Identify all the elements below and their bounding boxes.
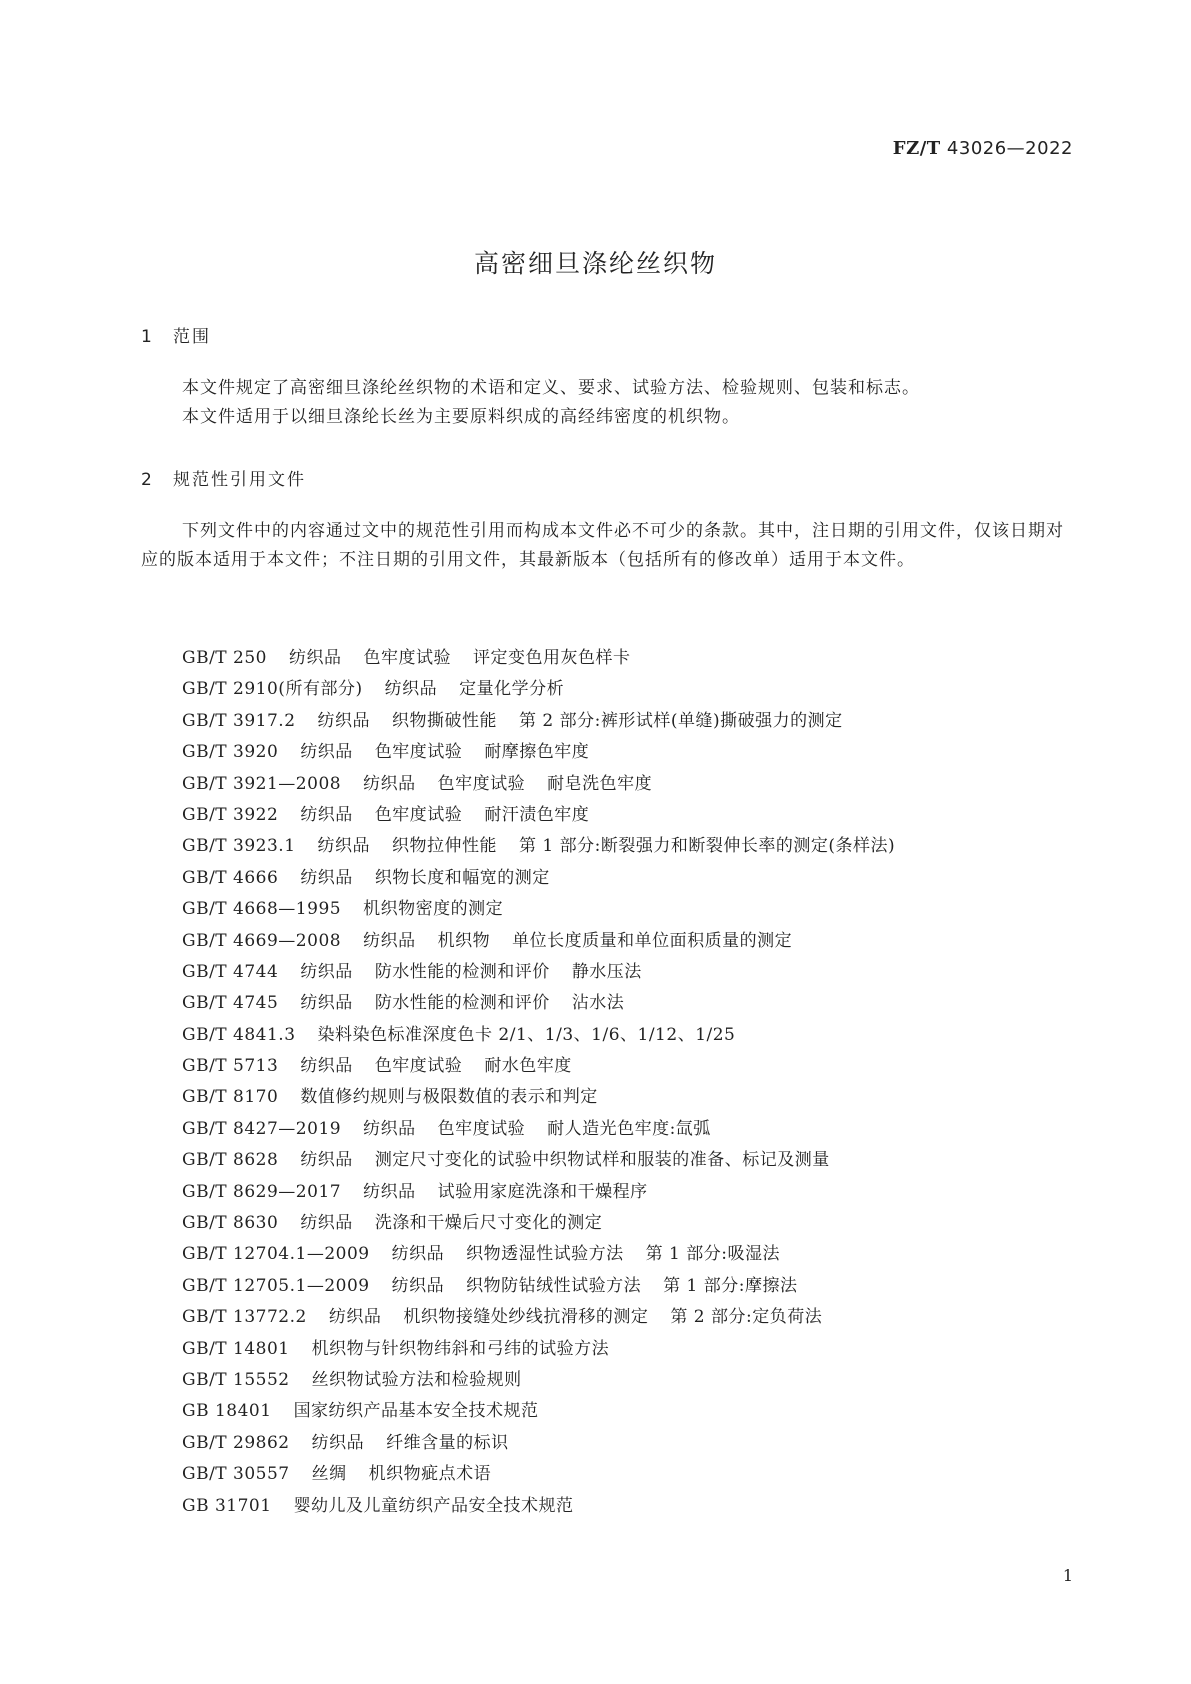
- reference-title-part: 机织物: [437, 930, 491, 951]
- reference-title-part: 色牢度试验: [437, 773, 526, 794]
- reference-item: [182, 1491, 895, 1522]
- reference-title-part: 纺织品: [363, 1118, 416, 1139]
- reference-code: GB 31701: [182, 1495, 272, 1516]
- reference-code: GB/T 12704.1—2009: [182, 1244, 370, 1265]
- standard-number: 43026—2022: [946, 138, 1073, 159]
- reference-title-part: 耐皂洗色牢度: [547, 773, 653, 794]
- reference-title-part: 色牢度试验: [437, 1118, 526, 1139]
- reference-title-part: 染料染色标准深度色卡 2/1、1/3、1/6、1/12、1/25: [317, 1024, 736, 1045]
- reference-title-part: 耐人造光色牢度:氙弧: [547, 1118, 711, 1139]
- reference-item: [182, 1365, 895, 1396]
- reference-title-part: 纺织品: [300, 993, 353, 1014]
- section-title: 规范性引用文件: [173, 470, 306, 490]
- reference-title-part: 纺织品: [300, 961, 353, 982]
- reference-code: GB/T 2910(所有部分): [182, 679, 363, 700]
- reference-title-part: 纺织品: [289, 648, 342, 668]
- reference-title-part: 定量化学分析: [459, 679, 565, 700]
- reference-item: [182, 1114, 895, 1145]
- reference-item: [182, 1428, 895, 1459]
- reference-title-part: 机织物疵点术语: [368, 1464, 492, 1485]
- reference-code: GB/T 4668—1995: [182, 899, 342, 920]
- reference-item: [182, 1082, 895, 1113]
- reference-title-part: 第 1 部分:吸湿法: [645, 1244, 780, 1265]
- reference-title-part: 织物防钻绒性试验方法: [466, 1275, 642, 1296]
- reference-title-part: 纺织品: [311, 1432, 365, 1453]
- reference-item: [182, 1145, 895, 1176]
- reference-title-part: 第 2 部分:定负荷法: [670, 1307, 823, 1328]
- reference-title-part: 纺织品: [317, 836, 371, 857]
- document-title: 高密细旦涤纶丝织物: [473, 249, 717, 278]
- reference-title-part: 纺织品: [300, 1150, 353, 1171]
- reference-list: [182, 643, 895, 1522]
- section-heading-normative-references: [141, 465, 306, 490]
- section-heading-scope: [141, 322, 211, 347]
- reference-title-part: 丝织物试验方法和检验规则: [311, 1369, 522, 1390]
- reference-item: [182, 1334, 895, 1365]
- reference-item: [182, 1459, 895, 1490]
- reference-code: GB/T 8628: [182, 1150, 279, 1171]
- reference-title-part: 纺织品: [300, 1056, 353, 1077]
- reference-item: [182, 1020, 895, 1051]
- reference-title-part: 纺织品: [363, 930, 416, 951]
- reference-title-part: 丝绸: [311, 1464, 347, 1485]
- reference-title-part: 织物撕破性能: [392, 710, 498, 731]
- reference-item: [182, 674, 895, 705]
- reference-code: GB/T 13772.2: [182, 1307, 307, 1328]
- reference-item: [182, 957, 895, 988]
- reference-code: GB/T 5713: [182, 1056, 279, 1077]
- reference-code: GB/T 4841.3: [182, 1024, 296, 1045]
- reference-code: GB/T 8629—2017: [182, 1181, 342, 1202]
- reference-title-part: 测定尺寸变化的试验中织物试样和服装的准备、标记及测量: [374, 1150, 830, 1171]
- reference-item: [182, 831, 895, 862]
- reference-code: GB/T 3922: [182, 804, 279, 825]
- reference-title-part: 纺织品: [363, 1181, 416, 1202]
- reference-item: [182, 1208, 895, 1239]
- reference-code: GB/T 3921—2008: [182, 773, 342, 794]
- reference-title-part: 纺织品: [391, 1244, 445, 1265]
- reference-item: [182, 926, 895, 957]
- reference-title-part: 单位长度质量和单位面积质量的测定: [512, 930, 793, 951]
- reference-title-part: 防水性能的检测和评价: [374, 993, 550, 1014]
- reference-item: [182, 1051, 895, 1082]
- section-number: 2: [141, 470, 152, 490]
- reference-title-part: 机织物与针织物纬斜和弓纬的试验方法: [311, 1338, 610, 1359]
- reference-item: [182, 1239, 895, 1270]
- reference-code: GB/T 8427—2019: [182, 1118, 342, 1139]
- reference-title-part: 纺织品: [317, 710, 371, 731]
- section-title: 范围: [173, 327, 211, 347]
- reference-title-part: 纺织品: [363, 773, 416, 794]
- reference-title-part: 国家纺织产品基本安全技术规范: [293, 1401, 539, 1422]
- reference-title-part: 耐汗渍色牢度: [484, 804, 590, 825]
- reference-code: GB/T 3917.2: [182, 710, 296, 731]
- reference-title-part: 纤维含量的标识: [386, 1432, 509, 1453]
- reference-code: GB/T 12705.1—2009: [182, 1275, 370, 1296]
- reference-title-part: 耐水色牢度: [484, 1056, 572, 1077]
- reference-title-part: 色牢度试验: [374, 1056, 463, 1077]
- reference-item: [182, 863, 895, 894]
- reference-title-part: 静水压法: [571, 961, 642, 982]
- standard-code: [893, 138, 1073, 159]
- reference-code: GB/T 4745: [182, 993, 279, 1014]
- reference-title-part: 机织物密度的测定: [363, 899, 504, 920]
- reference-item: [182, 1302, 895, 1333]
- reference-code: GB/T 29862: [182, 1432, 290, 1453]
- reference-code: GB/T 250: [182, 648, 267, 668]
- reference-title-part: 纺织品: [300, 742, 353, 763]
- reference-code: GB/T 4669—2008: [182, 930, 342, 951]
- standard-prefix: FZ/T: [892, 138, 941, 159]
- reference-title-part: 色牢度试验: [374, 742, 463, 763]
- reference-code: GB/T 14801: [182, 1338, 290, 1359]
- reference-title-part: 织物透湿性试验方法: [466, 1244, 624, 1265]
- reference-title-part: 数值修约规则与极限数值的表示和判定: [300, 1087, 598, 1108]
- reference-title-part: 纺织品: [300, 867, 353, 888]
- reference-title-part: 纺织品: [300, 1213, 353, 1234]
- reference-item: [182, 643, 895, 674]
- reference-item: [182, 769, 895, 800]
- reference-title-part: 耐摩擦色牢度: [484, 742, 590, 763]
- reference-title-part: 纺织品: [300, 804, 353, 825]
- reference-title-part: 色牢度试验: [374, 804, 463, 825]
- section-number: 1: [141, 327, 152, 347]
- reference-code: GB/T 15552: [182, 1369, 290, 1390]
- reference-title-part: 织物长度和幅宽的测定: [374, 867, 550, 888]
- reference-title-part: 第 1 部分:断裂强力和断裂伸长率的测定(条样法): [519, 836, 896, 857]
- reference-item: [182, 800, 895, 831]
- reference-code: GB/T 30557: [182, 1464, 290, 1485]
- reference-item: [182, 706, 895, 737]
- reference-title-part: 色牢度试验: [363, 648, 451, 668]
- scope-paragraph-2: 本文件适用于以细旦涤纶长丝为主要原料织成的高经纬密度的机织物。: [182, 407, 740, 427]
- reference-code: GB 18401: [182, 1401, 272, 1422]
- reference-title-part: 防水性能的检测和评价: [374, 961, 550, 982]
- reference-item: [182, 737, 895, 768]
- reference-title-part: 试验用家庭洗涤和干燥程序: [437, 1181, 648, 1202]
- reference-title-part: 洗涤和干燥后尺寸变化的测定: [374, 1213, 603, 1234]
- page-number: 1: [1062, 1566, 1073, 1585]
- reference-code: GB/T 4666: [182, 867, 279, 888]
- reference-title-part: 婴幼儿及儿童纺织产品安全技术规范: [293, 1495, 574, 1516]
- reference-title-part: 第 2 部分:裤形试样(单缝)撕破强力的测定: [519, 710, 843, 731]
- reference-title-part: 沾水法: [571, 993, 625, 1014]
- references-intro-paragraph: 下列文件中的内容通过文中的规范性引用而构成本文件必不可少的条款。其中，注日期的引用文件，仅该日期对应的版本适用于本文件；不注日期的引用文件，其最新版本（包括所有的修改单）适用于本文件。: [141, 521, 1064, 570]
- reference-item: [182, 894, 895, 925]
- reference-item: [182, 1271, 895, 1302]
- reference-code: GB/T 3923.1: [182, 836, 296, 857]
- reference-code: GB/T 4744: [182, 961, 279, 982]
- reference-title-part: 纺织品: [391, 1275, 445, 1296]
- reference-item: [182, 988, 895, 1019]
- reference-title-part: 评定变色用灰色样卡: [473, 648, 631, 668]
- reference-item: [182, 1177, 895, 1208]
- reference-title-part: 织物拉伸性能: [392, 836, 498, 857]
- reference-code: GB/T 8630: [182, 1213, 279, 1234]
- reference-title-part: 纺织品: [328, 1307, 382, 1328]
- scope-paragraph-1: 本文件规定了高密细旦涤纶丝织物的术语和定义、要求、试验方法、检验规则、包装和标志。: [182, 378, 920, 398]
- reference-item: [182, 1396, 895, 1427]
- reference-code: GB/T 8170: [182, 1087, 279, 1108]
- reference-title-part: 纺织品: [384, 679, 438, 700]
- reference-title-part: 机织物接缝处纱线抗滑移的测定: [403, 1307, 649, 1328]
- reference-code: GB/T 3920: [182, 742, 279, 763]
- reference-title-part: 第 1 部分:摩擦法: [663, 1275, 798, 1296]
